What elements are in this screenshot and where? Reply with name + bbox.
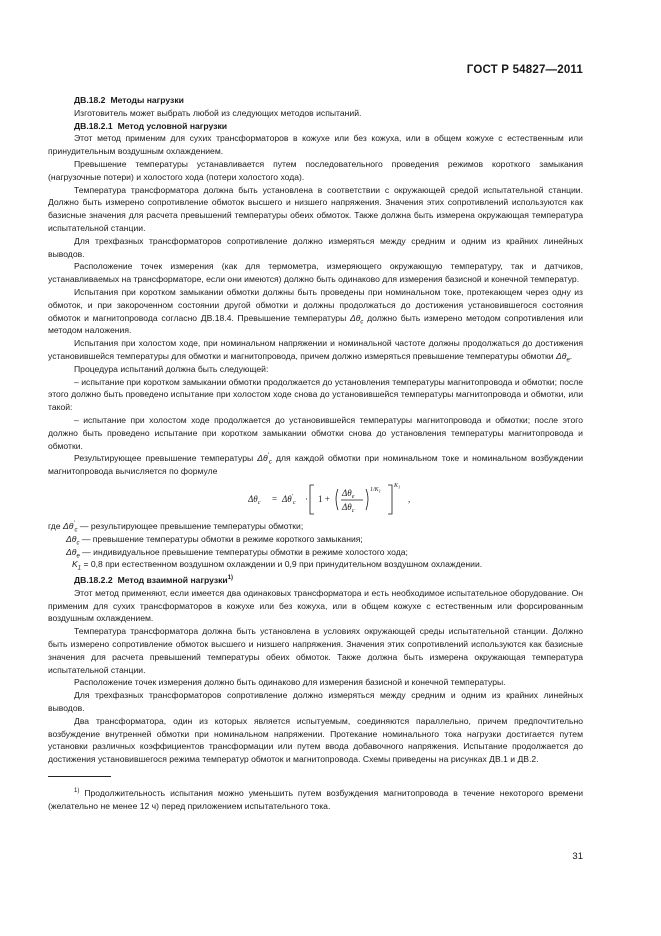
definition-text: — превышение температуры обмотки в режиме короткого замыкания; xyxy=(81,533,363,544)
symbol-k1 xyxy=(72,559,82,573)
formula-left-paren xyxy=(336,489,338,510)
section-title: Метод взаимной нагрузки xyxy=(117,575,228,586)
symbol-subscript: c xyxy=(360,319,364,326)
paragraph-text: Результирующее превышение температуры xyxy=(74,453,254,464)
paragraph: Два трансформатора, один из которых является испытуемым, соединяются параллельно, причем предпочтительно возбуждение внутренней обмотки при номинальном напряжении. Протекание номинального тока нагрузки достигается путем установки различных коэффициентов трансформации или путем ввода добавочного напряжения. Испытание продолжается до достижения установившегося режима температур обмоток и магнитопровода. Схемы приведены на рисунках ДВ.1 и ДВ.2. xyxy=(48,715,583,765)
symbol-subscript: e xyxy=(566,357,570,364)
symbol-prime: ′ xyxy=(73,521,75,528)
formula-graphic xyxy=(248,481,448,517)
paragraph-text: Испытания при коротком замыкании обмотки должны быть проведены при номинальном токе, протекающем через одну из обмоток, и при закороченном состоянии другой обмотки и должны продолжаться до достижения установившегося состояния обмоток и магнитопровода согласно ДВ.18.4. Превышение температуры xyxy=(48,286,583,323)
where-label: где xyxy=(48,520,61,531)
page-body xyxy=(48,94,583,813)
definition-text: — результирующее превышение температуры обмотки; xyxy=(79,520,304,531)
list-item: – испытание при холостом ходе продолжается до установившейся температуры магнитопровода и обмотки; после этого должно быть проведено испытание при коротком замыкании обмотки снова до установления температуры магнитопровода и обмотки. xyxy=(48,414,583,451)
symbol-delta-theta-c xyxy=(349,312,364,326)
paragraph-text: Испытания при холостом ходе, при номинальном напряжении и номинальной частоте должны продолжаться до достижения установившейся температуры для обмотки и магнитопровода, причем должно измеряться превышение температуры обмотки xyxy=(48,338,583,361)
formula-outer-exponent: $K_1$ xyxy=(394,482,401,490)
symbol-subscript: c xyxy=(268,460,272,467)
section-heading-18-2-1 xyxy=(48,120,583,133)
section-number: ДВ.18.2 xyxy=(74,95,106,105)
symbol-delta-theta-e xyxy=(556,350,570,364)
formula-dot: · xyxy=(305,493,308,504)
symbol-delta-theta-prime-c xyxy=(62,520,78,534)
paragraph xyxy=(48,452,583,478)
symbol-text: Δθ xyxy=(556,350,567,361)
definition-item xyxy=(48,546,583,559)
formula-numerator: $\Delta\theta_e$ xyxy=(342,487,355,500)
formula-left-bracket xyxy=(310,485,314,514)
symbol-subscript: c xyxy=(76,540,80,547)
page-number: 31 xyxy=(572,851,583,862)
paragraph: Температура трансформатора должна быть установлена в соответствии с окружающей средой испытательной станции. Должно быть измерено сопротивление обмоток высшего и низшего напряжения. Значения этих сопротивлений используются как базисные значения для расчета превышений температуры обеих обмоток. Также должна быть измерена окружающая температура испытательной станции. xyxy=(48,184,583,233)
formula-comma: , xyxy=(408,493,411,504)
symbol-delta-theta-prime-c xyxy=(257,453,272,467)
paragraph-text: должно быть измерено методом сопротивления или методом наложения. xyxy=(48,312,584,336)
section-heading-18-2 xyxy=(48,94,583,107)
paragraph: Превышение температуры устанавливается путем последовательного проведения режимов короткого замыкания (нагрузочные потери) и холостого хода (потери холостого хода). xyxy=(48,158,583,182)
symbol-text: Δθ xyxy=(66,546,77,557)
paragraph-text: для каждой обмотки при номинальном токе и номинальном возбуждении магнитопровода вычисляется по формуле xyxy=(48,453,583,477)
section-number: ДВ.18.2.1 xyxy=(74,120,113,131)
paragraph: Для трехфазных трансформаторов сопротивление должно измеряться между средним и одним из крайних линейных выводов. xyxy=(48,690,583,714)
definition-item xyxy=(48,520,583,533)
symbol-text: Δθ xyxy=(62,520,74,531)
footnote-mark: 1) xyxy=(74,788,80,795)
footnote-text: Продолжительность испытания можно уменьшить путем возбуждения магнитопровода в течение некоторого времени (желательно не менее 12 ч) перед приложением испытательного тока. xyxy=(48,788,584,811)
paragraph: Испытания при холостом ходе, при номинальном напряжении и номинальной частоте должны продолжаться до достижения установившейся температуры для обмотки и магнитопровода, причем должно измеряться превышение температуры обмотки $\Delta\theta_e$. xyxy=(48,338,583,364)
paragraph: Этот метод применим для сухих трансформаторов в кожухе или без кожуха, или в общем кожухе с естественным или принудительным воздушным охлаждением. xyxy=(48,133,583,157)
symbol-delta-theta-e xyxy=(66,546,80,560)
footnote-reference[interactable]: 1) xyxy=(227,575,234,582)
paragraph: Расположение точек измерения (как для термометра, измеряющего окружающую температуру, так и датчиков, устанавливаемых на трансформаторе, если они имеются) должно быть одинаково для измерения базисной и конечной температур. xyxy=(48,261,583,285)
section-number: ДВ.18.2.2 xyxy=(74,575,113,586)
formula-delta-theta-prime-c: $\Delta\theta'_c$ xyxy=(282,493,296,506)
formula-equals: = xyxy=(272,493,278,504)
symbol-subscript: c xyxy=(74,527,78,534)
paragraph: Температура трансформатора должна быть установлена в условиях окружающей среды испытательной станции. Должно быть измерено сопротивление обмоток высшего и низшего напряжения. Значения этих сопротивлений используются как базисные значения для расчета превышений температуры обеих обмоток. Также должна быть измерена окружающая температура испытательной станции. xyxy=(48,626,583,675)
symbol-text: Δθ xyxy=(66,533,77,544)
definition-text: = 0,8 при естественном воздушном охлаждении и 0,9 при принудительном воздушном охлаждении. xyxy=(83,559,483,570)
symbol-text: Δθ xyxy=(349,312,361,323)
formula-one-plus: 1 + xyxy=(318,493,330,504)
list-item: – испытание при коротком замыкании обмотки продолжается до установления температуры магнитопровода и обмотки; после этого должно быть проведено испытание при холостом ходе снова до установившейся температуры магнитопровода и обмотки, или такой: xyxy=(48,376,583,413)
paragraph: Расположение точек измерения должно быть одинаково для измерения базисной и конечной температуры. xyxy=(74,677,506,688)
symbol-text: K xyxy=(72,559,78,570)
symbol-prime: ′ xyxy=(267,453,269,460)
section-title: Методы нагрузки xyxy=(110,95,184,105)
definition-item xyxy=(48,558,583,571)
formula xyxy=(48,481,583,517)
document-code: ГОСТ Р 54827—2011 xyxy=(466,64,583,76)
formula-right-paren xyxy=(366,489,368,510)
symbol-text: Δθ xyxy=(257,453,268,464)
footnote xyxy=(48,787,583,813)
section-heading-18-2-2 xyxy=(48,574,583,587)
symbol-delta-theta-c xyxy=(66,533,80,547)
paragraph: Для трехфазных трансформаторов сопротивление должно измеряться между средним и одним из крайних линейных выводов. xyxy=(48,235,583,259)
paragraph: Процедура испытаний должна быть следующей: xyxy=(74,363,269,374)
paragraph xyxy=(48,286,583,337)
formula-lhs: $\Delta\theta_c$ xyxy=(248,493,261,506)
formula-exponent: $1/K_1$ xyxy=(370,486,381,494)
formula-denominator: $\Delta\theta_c$ xyxy=(342,501,355,514)
symbol-subscript: e xyxy=(76,553,80,560)
section-title: Метод условной нагрузки xyxy=(117,120,228,131)
definition-text: — индивидуальное превышение температуры обмотки в режиме холостого хода; xyxy=(82,546,408,557)
symbol-subscript: 1 xyxy=(77,566,82,573)
definition-item xyxy=(48,533,583,546)
paragraph: Изготовитель может выбрать любой из следующих методов испытаний. xyxy=(74,107,362,118)
footnote-divider xyxy=(48,776,111,777)
formula-right-bracket xyxy=(388,485,392,514)
paragraph: Этот метод применяют, если имеется два одинаковых трансформатора и есть необходимое испытательное оборудование. Он применим для сухих трансформаторов в кожухе или без кожуха, или в общем кожухе с естественным или форсированным воздушным охлаждением. xyxy=(48,587,583,624)
